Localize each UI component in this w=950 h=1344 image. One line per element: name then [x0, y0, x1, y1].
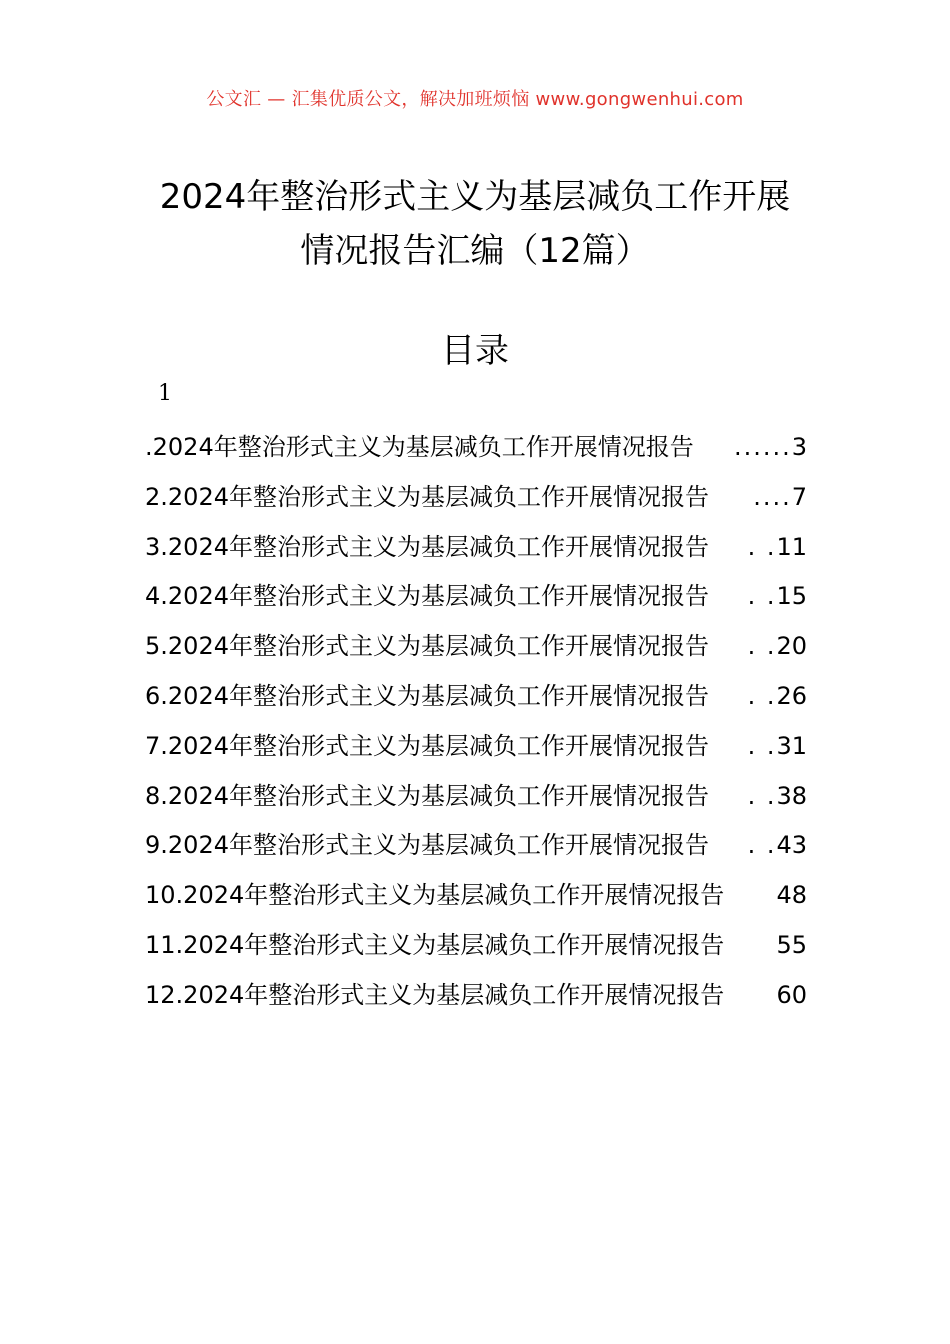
toc-entry-leader: . . [747, 781, 777, 810]
table-of-contents [145, 427, 807, 1025]
toc-entry-leader: .... [753, 482, 792, 511]
toc-entry-title: 8.2024年整治形式主义为基层减负工作开展情况报告 [145, 781, 709, 810]
toc-entry[interactable] [145, 626, 807, 676]
toc-entry-leader: . . [747, 731, 777, 760]
toc-entry-page-number: 38 [776, 781, 807, 810]
toc-entry[interactable] [145, 477, 807, 527]
toc-entry[interactable] [145, 975, 807, 1025]
header-banner [0, 85, 950, 111]
toc-entry-page-number: 31 [776, 731, 807, 760]
toc-entry-title: .2024年整治形式主义为基层减负工作开展情况报告 [145, 433, 694, 461]
document-title [0, 170, 950, 278]
toc-entry[interactable] [145, 825, 807, 875]
toc-entry-title: 2.2024年整治形式主义为基层减负工作开展情况报告 [145, 482, 709, 511]
toc-entry-leader: . . [747, 632, 777, 661]
toc-heading: 目录 [441, 331, 509, 371]
toc-entry-title: 12.2024年整治形式主义为基层减负工作开展情况报告 [145, 980, 725, 1009]
toc-entry-page-number: 43 [776, 831, 807, 860]
toc-entry-page-number: 15 [776, 582, 807, 611]
toc-entry-leader: . . [747, 831, 777, 860]
toc-entry[interactable] [145, 527, 807, 577]
toc-entry[interactable] [145, 925, 807, 975]
toc-entry-title: 9.2024年整治形式主义为基层减负工作开展情况报告 [145, 831, 709, 860]
toc-entry-page-number: 26 [776, 681, 807, 710]
banner-text: 公文汇 — 汇集优质公文，解决加班烦恼 www.gongwenhui.com [206, 89, 744, 110]
toc-entry-page-number: 7 [791, 482, 807, 511]
toc-entry-page-number: 48 [776, 881, 807, 910]
toc-entry-title: 3.2024年整治形式主义为基层减负工作开展情况报告 [145, 532, 709, 561]
toc-entry-page-number: 55 [776, 930, 807, 959]
toc-entry-title: 5.2024年整治形式主义为基层减负工作开展情况报告 [145, 632, 709, 661]
toc-entry[interactable] [145, 726, 807, 776]
toc-entry-page-number: 3 [791, 433, 807, 461]
toc-entry-title: 10.2024年整治形式主义为基层减负工作开展情况报告 [145, 881, 725, 910]
toc-entry[interactable] [145, 676, 807, 726]
toc-entry-leader: . . [747, 681, 777, 710]
toc-entry-title: 6.2024年整治形式主义为基层减负工作开展情况报告 [145, 681, 709, 710]
title-line-2: 情况报告汇编（12篇） [300, 231, 650, 271]
toc-entry[interactable] [145, 776, 807, 826]
title-line-1: 2024年整治形式主义为基层减负工作开展 [159, 177, 791, 217]
toc-entry-page-number: 60 [776, 980, 807, 1009]
toc-entry-title: 7.2024年整治形式主义为基层减负工作开展情况报告 [145, 731, 709, 760]
toc-entry-leader: . . [747, 582, 777, 611]
toc-entry-title: 4.2024年整治形式主义为基层减负工作开展情况报告 [145, 582, 709, 611]
stray-number: 1 [158, 381, 172, 406]
toc-entry[interactable] [145, 576, 807, 626]
toc-entry-page-number: 11 [776, 532, 807, 561]
toc-entry[interactable] [145, 427, 807, 477]
toc-entry-title: 11.2024年整治形式主义为基层减负工作开展情况报告 [145, 930, 725, 959]
toc-entry-leader: ...... [733, 433, 792, 461]
toc-entry[interactable] [145, 875, 807, 925]
toc-entry-page-number: 20 [776, 632, 807, 661]
toc-entry-leader: . . [747, 532, 777, 561]
